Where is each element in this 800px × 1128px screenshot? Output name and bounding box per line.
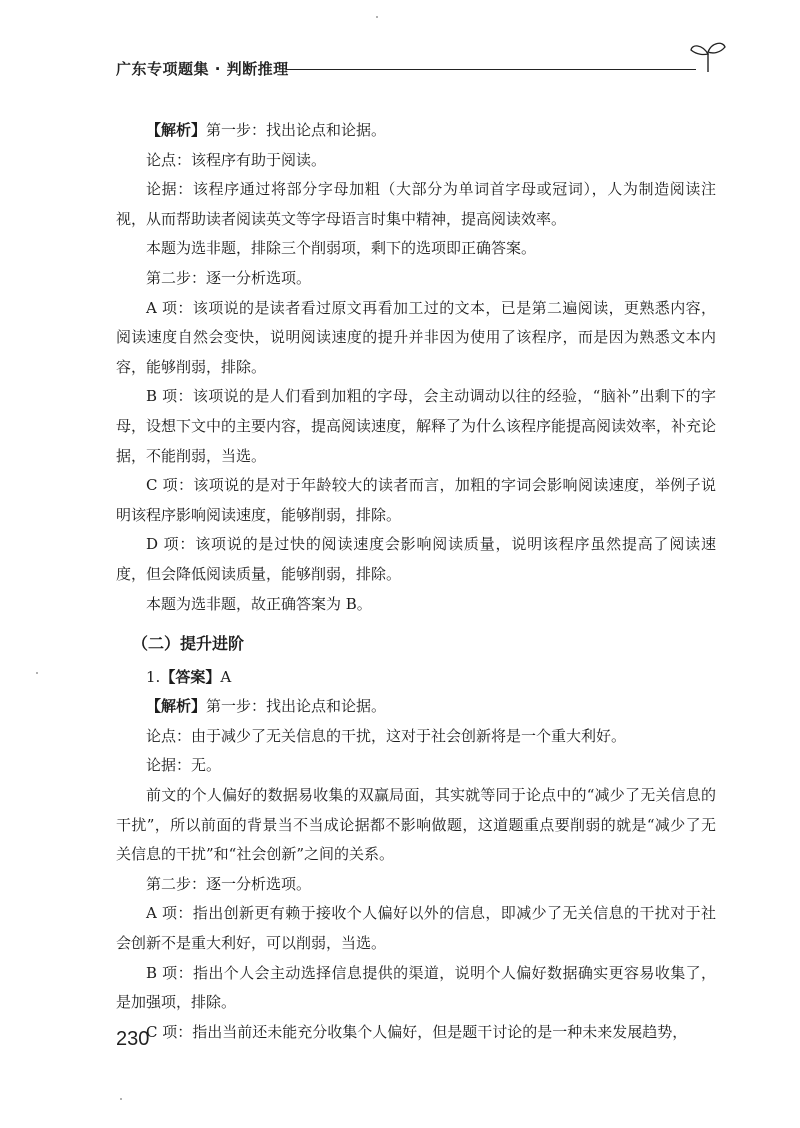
step2-paragraph: 第二步：逐一分析选项。 [146, 268, 312, 287]
step1-text: 第一步：找出论点和论据。 [206, 121, 387, 139]
scan-speck [376, 16, 378, 18]
analysis-label: 【解析】 [146, 697, 207, 716]
evidence-paragraph: 论据：无。 [146, 756, 222, 775]
scan-speck [36, 672, 38, 674]
option-a-paragraph: A 项：该项说的是读者看过原文再看加工过的文本，已是第二遍阅读，更熟悉内容，阅读速度自然会变快，说明阅读速度的提升并非因为使用了该程序，而是因为熟悉文本内容，能够削弱，排除。 [116, 298, 716, 376]
option-b-paragraph: B 项：该项说的是人们看到加粗的字母，会主动调动以往的经验，“脑补”出剩下的字母，设想下文中的主要内容，提高阅读速度，解释了为什么该程序能提高阅读效率，补充论据，不能削弱，当选。 [116, 387, 717, 465]
header-title: 广东专项题集 · 判断推理 [116, 60, 289, 78]
evidence-paragraph: 论据：该程序通过将部分字母加粗（大部分为单词首字母或冠词），人为制造阅读注视，从而帮助读者阅读英文等字母语言时集中精神，提高阅读效率。 [116, 180, 716, 228]
answer-value: A [220, 667, 232, 686]
page-number: 230 [116, 1028, 150, 1050]
thesis-paragraph: 论点：由于减少了无关信息的干扰，这对于社会创新将是一个重大利好。 [146, 726, 627, 745]
thesis-paragraph: 论点：该程序有助于阅读。 [146, 150, 327, 169]
option-c-paragraph: C 项：该项说的是对于年龄较大的读者而言，加粗的字词会影响阅读速度，举例子说明该程序影响阅读速度，能够削弱，排除。 [116, 476, 716, 524]
option-d-paragraph: D 项：该项说的是过快的阅读速度会影响阅读质量，说明该程序虽然提高了阅读速度，但会降低阅读质量，能够削弱，排除。 [116, 535, 716, 583]
option-a-paragraph: A 项：指出创新更有赖于接收个人偏好以外的信息，即减少了无关信息的干扰对于社会创新不是重大利好，可以削弱，当选。 [116, 904, 716, 953]
question-number: 1. [146, 667, 161, 686]
note-paragraph: 本题为选非题，排除三个削弱项，剩下的选项即正确答案。 [146, 239, 537, 258]
option-c-paragraph: C 项：指出当前还未能充分收集个人偏好，但是题干讨论的是一种未来发展趋势， [146, 1022, 688, 1041]
analysis-step1-paragraph [116, 692, 716, 722]
sprout-icon [688, 40, 728, 74]
answer-label: 【答案】 [160, 667, 221, 686]
step2-paragraph: 第二步：逐一分析选项。 [146, 874, 312, 893]
page-body [116, 116, 716, 1047]
section-heading: （二）提升进阶 [132, 634, 245, 654]
answer-paragraph [116, 663, 716, 693]
running-header [116, 56, 720, 82]
analysis-label: 【解析】 [146, 121, 207, 139]
step1-text: 第一步：找出论点和论据。 [206, 697, 387, 716]
analysis-step1-paragraph [116, 116, 716, 146]
option-b-paragraph: B 项：指出个人会主动选择信息提供的渠道，说明个人偏好数据确实更容易收集了，是加强项，排除。 [116, 963, 716, 1012]
conclusion-paragraph: 本题为选非题，故正确答案为 B。 [146, 594, 372, 613]
header-rule [286, 69, 696, 70]
scan-speck [120, 1098, 122, 1100]
background-paragraph: 前文的个人偏好的数据易收集的双赢局面，其实就等同于论点中的“减少了无关信息的干扰”，所以前面的背景当不当成论据都不影响做题，这道题重点要削弱的就是“减少了无关信息的干扰”和“社会创新”之间的关系。 [116, 786, 716, 864]
